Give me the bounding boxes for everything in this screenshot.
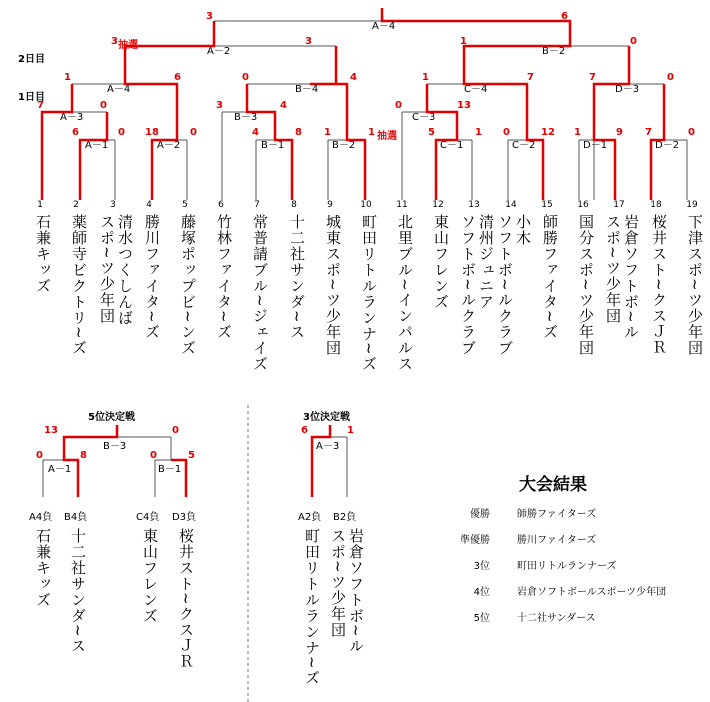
result-rank: 優勝 bbox=[470, 509, 490, 520]
score-left: 13 bbox=[44, 425, 58, 436]
score-left: 1 bbox=[460, 36, 467, 47]
third-place-winner bbox=[312, 425, 330, 497]
team-number: 16 bbox=[577, 200, 589, 210]
team-name: 岩倉ソフトボ~ル スポ~ツ少年団 bbox=[604, 214, 640, 340]
score-left: 0 bbox=[36, 450, 43, 461]
score-left: 3 bbox=[206, 11, 213, 22]
team-number: 7 bbox=[254, 200, 260, 210]
score-left: 7 bbox=[589, 72, 596, 83]
score-right: 0 bbox=[630, 36, 637, 47]
result-rank: 準優勝 bbox=[460, 535, 490, 546]
score-right: 9 bbox=[616, 127, 623, 138]
match-label: B－2 bbox=[542, 46, 566, 57]
match-label: A－2 bbox=[207, 46, 231, 57]
match-label: B－3 bbox=[103, 441, 127, 452]
team-number: 15 bbox=[541, 200, 553, 210]
score-left: 3 bbox=[216, 100, 223, 111]
score-left: 7 bbox=[37, 100, 44, 111]
team-name: 常普請ブル~ジェイズ bbox=[251, 214, 269, 372]
team-name: 十二社サンダ~ス bbox=[288, 214, 306, 340]
team-number: 8 bbox=[291, 200, 297, 210]
match-label: C－2 bbox=[512, 140, 536, 151]
score-right: 1 bbox=[368, 127, 375, 138]
team-name: 下津スポ~ツ少年団 bbox=[686, 214, 704, 356]
score-left: 1 bbox=[422, 72, 429, 83]
match-label: D－2 bbox=[655, 140, 680, 151]
team-name: 藤塚ポップビ~ンズ bbox=[179, 214, 197, 356]
score-right: 8 bbox=[80, 450, 87, 461]
team-name: 城東スポ~ツ少年団 bbox=[324, 214, 342, 356]
score-left: 5 bbox=[428, 127, 435, 138]
team-number: 14 bbox=[505, 200, 517, 210]
team-number: 5 bbox=[182, 200, 188, 210]
team-number: 3 bbox=[110, 200, 116, 210]
score-right: 4 bbox=[350, 72, 357, 83]
slot-team-name: 東山フレンズ bbox=[141, 528, 159, 624]
score-left: 1 bbox=[64, 72, 71, 83]
result-rank: 5位 bbox=[473, 613, 490, 624]
score-right: 13 bbox=[457, 100, 471, 111]
score-right: 12 bbox=[541, 127, 555, 138]
team-number: 17 bbox=[613, 200, 625, 210]
result-rank: 4位 bbox=[473, 587, 490, 598]
match-label: B－4 bbox=[295, 84, 319, 95]
team-number: 6 bbox=[218, 200, 224, 210]
team-number: 2 bbox=[73, 200, 79, 210]
match-label: B－3 bbox=[234, 112, 258, 123]
score-right: 5 bbox=[188, 450, 195, 461]
match-label: A－1 bbox=[48, 464, 72, 475]
lottery-note-b2: 抽選 bbox=[377, 131, 397, 142]
score-left: 0 bbox=[503, 127, 510, 138]
team-name: 清水つくしんば スポ~ツ少年団 bbox=[98, 214, 134, 326]
match-label: B－1 bbox=[158, 464, 182, 475]
result-team: 十二社サンダース bbox=[517, 613, 596, 624]
team-number: 11 bbox=[396, 200, 408, 210]
score-left: 0 bbox=[242, 72, 249, 83]
match-label: C－4 bbox=[464, 84, 488, 95]
team-number: 1 bbox=[37, 200, 43, 210]
match-label: D－1 bbox=[583, 140, 608, 151]
day2-label: 2日目 bbox=[18, 54, 45, 65]
team-number: 9 bbox=[327, 200, 333, 210]
score-right: 1 bbox=[475, 127, 482, 138]
result-team: 町田リトルランナーズ bbox=[517, 561, 617, 572]
fifth-place-title: 5位決定戦 bbox=[88, 412, 135, 423]
slot-label: D3負 bbox=[172, 512, 197, 523]
team-name: 竹林ファイタ~ズ bbox=[215, 214, 233, 340]
match-label: A－3 bbox=[60, 112, 84, 123]
match-label: C－1 bbox=[440, 140, 464, 151]
result-rank: 3位 bbox=[473, 561, 490, 572]
match-label: A－4 bbox=[372, 21, 396, 32]
team-number: 18 bbox=[650, 200, 662, 210]
match-label: B－1 bbox=[261, 140, 285, 151]
slot-team-name: 岩倉ソフトボ~ル スポ~ツ少年団 bbox=[329, 528, 365, 654]
match-label: A－2 bbox=[157, 140, 181, 151]
match-label: A－1 bbox=[85, 140, 109, 151]
score-left: 6 bbox=[72, 127, 79, 138]
score-right: 6 bbox=[561, 11, 568, 22]
score-right: 3 bbox=[305, 36, 312, 47]
score-left: 7 bbox=[645, 127, 652, 138]
team-number: 10 bbox=[360, 200, 372, 210]
slot-team-name: 十二社サンダ~ス bbox=[69, 528, 87, 654]
score-left: 0 bbox=[150, 450, 157, 461]
team-name: 石兼キッズ bbox=[34, 214, 52, 294]
slot-label: C4負 bbox=[136, 512, 160, 523]
score-left: 18 bbox=[145, 127, 159, 138]
score-right: 1 bbox=[347, 425, 354, 436]
team-name: 薬師寺ビクトリ~ズ bbox=[70, 214, 88, 356]
match-label: A－4 bbox=[107, 84, 131, 95]
team-name: 清州ジュニア ソフトボ~ルクラブ bbox=[459, 214, 495, 356]
score-right: 0 bbox=[172, 425, 179, 436]
results-title: 大会結果 bbox=[519, 475, 587, 495]
score-left: 4 bbox=[252, 127, 259, 138]
team-name: 東山フレンズ bbox=[432, 214, 450, 310]
score-right: 0 bbox=[100, 100, 107, 111]
result-team: 勝川ファイターズ bbox=[517, 535, 597, 546]
team-name: 小木 ソフトボ~ルクラブ bbox=[496, 214, 532, 356]
score-right: 0 bbox=[118, 127, 125, 138]
score-left: 3 bbox=[111, 36, 118, 47]
slot-team-name: 石兼キッズ bbox=[34, 528, 52, 608]
slot-label: B2負 bbox=[333, 512, 357, 523]
slot-team-name: 町田リトルランナ~ズ bbox=[303, 528, 321, 686]
team-number: 13 bbox=[468, 200, 480, 210]
match-label: C－3 bbox=[412, 112, 436, 123]
third-place-title: 3位決定戦 bbox=[303, 412, 350, 423]
result-team: 岩倉ソフトボールスポーツ少年団 bbox=[517, 587, 667, 598]
score-right: 0 bbox=[190, 127, 197, 138]
score-right: 0 bbox=[688, 127, 695, 138]
match-label: D－3 bbox=[615, 84, 640, 95]
team-name: 国分スポ~ツ少年団 bbox=[577, 214, 595, 356]
score-left: 0 bbox=[395, 100, 402, 111]
team-name: 町田リトルランナ~ズ bbox=[360, 214, 378, 372]
team-number: 12 bbox=[432, 200, 444, 210]
team-number: 19 bbox=[686, 200, 698, 210]
lottery-note-a2: 抽選 bbox=[118, 40, 138, 51]
match-label: B－2 bbox=[332, 140, 356, 151]
slot-label: B4負 bbox=[64, 512, 88, 523]
team-name: 師勝ファイタ~ズ bbox=[541, 214, 559, 340]
score-right: 0 bbox=[667, 72, 674, 83]
team-number: 4 bbox=[146, 200, 152, 210]
match-label: A－3 bbox=[316, 441, 340, 452]
result-team: 師勝ファイターズ bbox=[517, 509, 597, 520]
score-left: 1 bbox=[324, 127, 331, 138]
team-name: 桜井スト~クスＪＲ bbox=[650, 214, 668, 356]
score-right: 7 bbox=[527, 72, 534, 83]
day1-label: 1日目 bbox=[18, 92, 45, 103]
team-name: 勝川ファイタ~ズ bbox=[143, 214, 161, 340]
slot-label: A4負 bbox=[29, 512, 53, 523]
slot-label: A2負 bbox=[298, 512, 322, 523]
score-right: 8 bbox=[295, 127, 302, 138]
score-left: 6 bbox=[301, 425, 308, 436]
score-left: 1 bbox=[574, 127, 581, 138]
score-right: 4 bbox=[280, 100, 287, 111]
score-right: 6 bbox=[174, 72, 181, 83]
slot-team-name: 桜井スト~クスＪＲ bbox=[177, 528, 195, 670]
team-name: 北里ブル~インパルス bbox=[396, 214, 414, 372]
